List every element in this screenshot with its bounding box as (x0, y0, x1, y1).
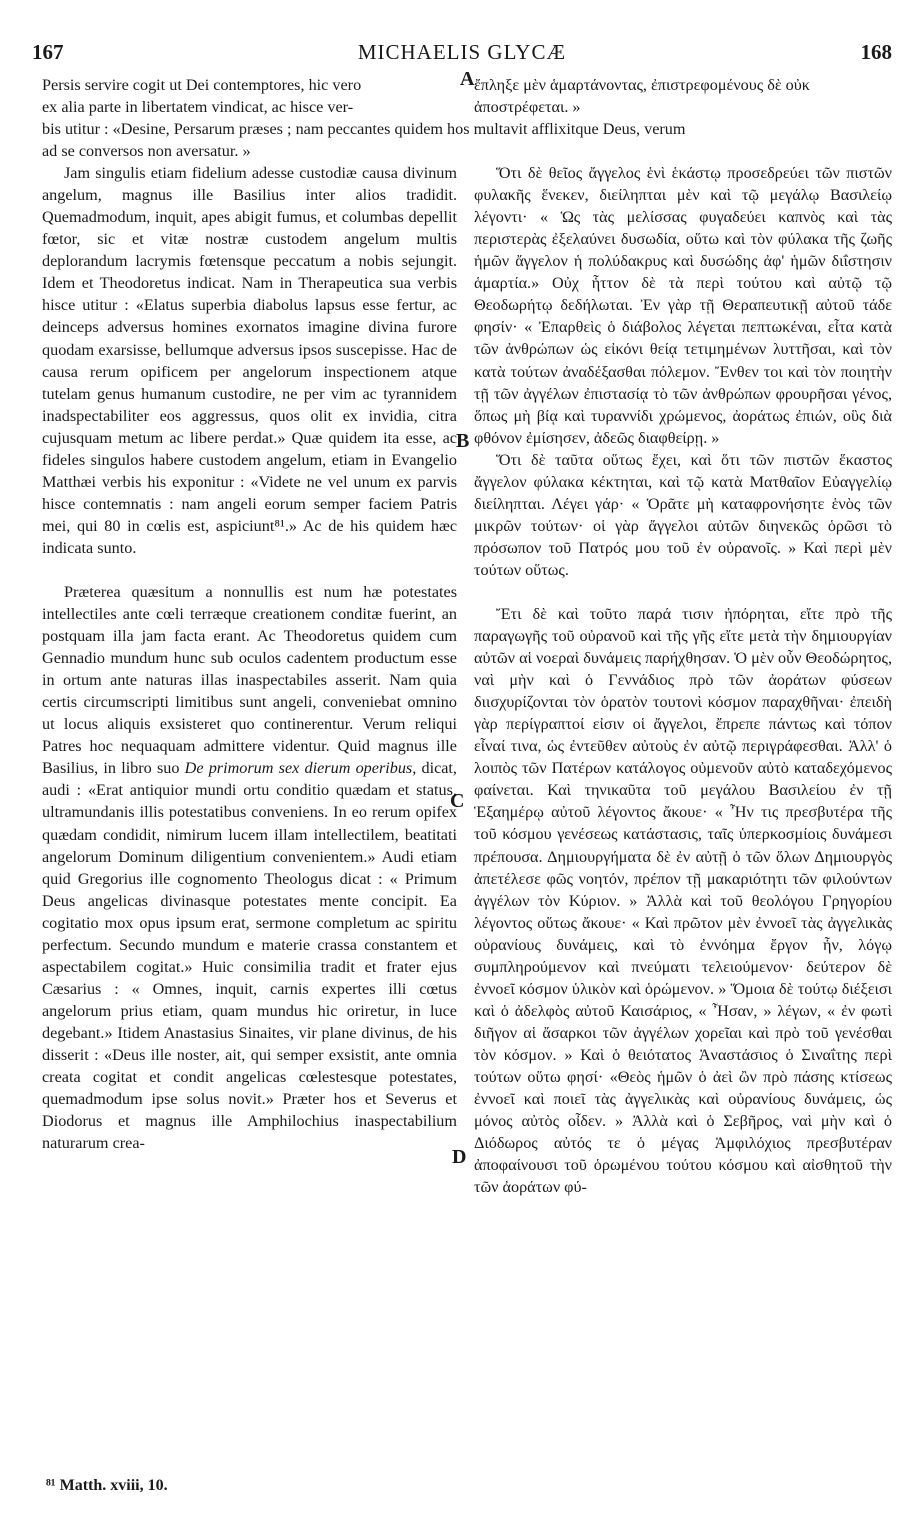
latin-line: ex alia parte in libertatem vindicat, ac hisce ver- (42, 98, 354, 117)
book-title-italic: De primorum sex dierum operibus, (184, 759, 417, 778)
greek-line: ἀποστρέφεται. » (474, 98, 581, 117)
latin-paragraph-end: ad se conversos non aversatur. » (42, 142, 251, 161)
left-page-number: 167 (32, 40, 64, 64)
greek-paragraph: Ὅτι δὲ θεῖος ἄγγελος ἑνὶ ἑκάστῳ προσεδρεύει τῶν πιστῶν φυλακῆς ἕνεκεν, διείληπται μὲν καὶ τῷ μεγάλῳ Βασιλείῳ λέγοντι· « Ὡς τὰς μελίσσας φυγαδεύει καπνὸς καὶ τὰς περιστερὰς ἐξελαύνει δυσωδία, οὕτω καὶ τὸν φύλακα τῆς ζωῆς ἡμῶν ἄγγελον ἡ πολύδακρυς καὶ δυσώδης ἀφ' ἡμῶν διΐστησιν ἁμαρτία.» Οὐχ ἧττον δὲ τὰ περὶ τούτου καὶ αὐτῷ τῷ Θεοδωρήτῳ δεδήλωται. Ἐν γὰρ τῇ Θεραπευτικῇ αὐτοῦ τάδε φησίν· « Ἐπαρθεὶς ὁ διάβολος λέγεται πεπτωκέναι, εἶτα κατὰ τῶν ἀνθρώπων ὡς εἰκόνι θείᾳ τετιμημένων λυττῆσαι, καὶ τὸν κατὰ τούτων ἀναδέξασθαι πόλεμον. Ἔνθεν τοι καὶ τὸν ποιητὴν τῇ τῶν ἀγγέλων ἐπιστασίᾳ τὸ τῶν ἀνθρώπων φρουρῆσαι γένος, ὅπως μὴ βίᾳ καὶ τυραννίδι χρώμενος, ἀοράτως ἐπιών, οὓς διὰ φθόνον ἐμίσησεν, ἀδεῶς διαφθείρῃ. » (474, 164, 892, 447)
spanning-line: bis utitur : «Desine, Persarum præses ; nam peccantes quidem hos multavit afflixitque Deus, verum (42, 120, 686, 138)
latin-paragraph: Jam singulis etiam fidelium adesse custodiæ causa divinum angelum, magnus ille Basilius inter alios tradidit. Quemadmodum, inquit, apes abigit fumus, et columbas depellit fœtor, sic et vitæ nostræ custodem angelum multis deplorandum lacrymis fœtensque peccatum a nobis sejungit. Idem et Theodoretus indicat. Nam in Therapeutica sua verbis hisce utitur : «Elatus superbia diabolus lapsus esse fertur, ac deinceps adversus homines exornatos imagine divina furore quodam exarsisse, bellumque adversus ipsos suscepisse. Hac de causa rerum opificem per angelorum inspectionem atque tutelam genus humanum custodire, ne per vim ac tyrannidem inadspectabiliter eos aggressus, quos olit ex invidia, citra cujusquam metum ac libere perdat.» Quæ quidem ita esse, ac fideles singulos habere custodem angelum, etiam in Evangelio Matthæi verbis his exponitur : «Videte ne vel unum ex parvis hisce contemnatis : nam angeli eorum semper faciem Patris mei, qui 80 in cœlis est, aspiciunt⁸¹.» Ac de his quidem hæc indicata sunto. (42, 164, 457, 557)
latin-column (42, 74, 457, 1154)
greek-line: ἔπληξε μὲν ἁμαρτάνοντας, ἐπιστρεφομένους δὲ οὐκ (474, 76, 810, 94)
margin-letter-c: C (450, 790, 465, 812)
greek-paragraph: Ἔτι δὲ καὶ τοῦτο παρά τισιν ἠπόρηται, εἴτε πρὸ τῆς παραγωγῆς τοῦ οὐρανοῦ καὶ τῆς γῆς εἴτε μετὰ τὴν δημιουργίαν αὐτῶν αἱ νοεραὶ δυνάμεις παρήχθησαν. Ὁ μὲν οὖν Θεοδώρητος, ναὶ μὴν καὶ ὁ Γεννάδιος πρὸ τῶν ἀοράτων φύσεων διισχυρίζονται τὸν ὁρατὸν τουτονὶ κόσμον παραχθῆναι· ἐπειδὴ γὰρ περίγραπτοί εἰσιν οἱ ἄγγελοι, ἔπρεπε πάντως καὶ τόπον εἶναί τινα, ὡς ἐντεῦθεν αὐτοὺς ἐν αὐτῷ περιγράφεσθαι. Ἀλλ' ὁ λοιπὸς τῶν Πατέρων κατάλογος οὐμενοῦν αὐτὸ καταδεχόμενος φαίνεται. Καὶ τηνικαῦτα τοῦ μεγάλου Βασιλείου ἐν τῇ Ἑξαημέρῳ αὐτοῦ λέγοντος ἄκουε· « Ἦν τις πρεσβυτέρα τῆς τοῦ κόσμου γενέσεως κατάστασις, ταῖς ὑπερκοσμίοις δυνάμεσι πρέπουσα. Δημιουργήματα δὲ ἐν αὐτῇ ὁ τῶν ὅλων Δημιουργὸς ἀπετέλεσε φῶς νοητόν, πρέπον τῇ μακαριότητι τῶν φιλούντων ἀγγέλων τὸν Κύριον. » Ἀλλὰ καὶ τοῦ θεολόγου Γρηγορίου λέγοντος οὕτως ἄκουε· « Καὶ πρῶτον μὲν ἐννοεῖ τὰς ἀγγελικὰς οὐρανίους δυνάμεις, καὶ τὸ ἐννόημα ἔργον ἦν, λόγῳ συμπληρούμενον καὶ πνεύματι τελειούμενον· δεύτερον δὲ ἐννοεῖ κόσμον ὑλικὸν καὶ ὁρώμενον. » Ὅμοια δὲ τούτῳ διέξεισι καὶ ὁ ἀδελφὸς αὐτοῦ Καισάριος, « Ἦσαν, » λέγων, « ἐν φωτὶ διῆγον αἱ ἄσαρκοι τῶν ἀγγέλων χορεῖαι καὶ πρὸ τοῦ γενέσθαι τὸν κόσμον. » Καὶ ὁ θειότατος Ἀναστάσιος ὁ Σιναΐτης περὶ τούτων οὕτω φησί· «Θεὸς ἡμῶν ὁ ἀεὶ ὢν πρὸ πάσης κτίσεως ἐννοεῖ καὶ ποιεῖ τὰς ἀγγελικὰς καὶ οὐρανίους δυνάμεις, ὡς μόνος αὐτὸς οἶδεν. » Ἀλλὰ καὶ ὁ Σεβῆρος, ναὶ μὴν καὶ ὁ Διόδωρος αὐτός τε ὁ μέγας Ἀμφιλόχιος πρεσβυτέραν ἀποφαίνουσι τοῦ ὁρωμένου τούτου κόσμου καὶ αἰσθητοῦ τὴν τῶν ἀοράτων φύ- (474, 604, 892, 1197)
running-header (32, 40, 892, 66)
margin-letter-b: B (456, 430, 470, 452)
footnote: ⁸¹ Matth. xviii, 10. (46, 1477, 168, 1494)
latin-line: Persis servire cogit ut Dei contemptores, hic vero (42, 76, 362, 94)
greek-column (474, 74, 892, 1198)
running-title: MICHAELIS GLYCÆ (357, 40, 567, 64)
margin-letter-d: D (452, 1146, 467, 1168)
latin-paragraph: Præterea quæsitum a nonnullis est num hæ potestates intellectiles ante cœli terræque creationem conditæ fuerint, an postquam illa jam facta erant. Ac Theodoretus quidem cum Gennadio mundum hunc sub oculos cadentem productum esse in ortum ante naturas illas inaspectabiles asserit. Nam quia certis circumscripti limitibus sunt angeli, conveniebat omnino ut locus aliquis exsisteret quo continerentur. Verum reliqui Patres hoc nequaquam admittere videntur. Quid magnus ille Basilius, in libro suo De primorum sex dierum operibus, dicat, audi : «Erat antiquior mundi ortu conditio quædam et status, ultramundanis illis potestatibus conveniens. In eo rerum opifex quædam condidit, nimirum lucem illam intellectilem, beatitati angelorum Dominum diligentium convenientem.» Audi etiam quid Gregorius ille cognomento Theologus dicat : « Primum Deus angelicas divinasque potestates mente concipit. Ea cogitatio mox opus ipsum erat, sermone completum ac spiritu perfectum. Secundo mundum e materie crassa constantem et aspectabilem cogitat.» Huic consimilia tradit et frater ejus Cæsarius : « Omnes, inquit, carnis expertes illi cœtus angelorum prius etiam, quam mundus hic oriretur, in luce degebant.» Itidem Anastasius Sinaites, vir plane divinus, de his disserit : «Deus ille noster, ait, qui semper exsistit, ante omnia creata cogitat et condit angelicas cœlestesque potestates, quemadmodum ipse solus novit.» Præter hos et Severus et Diodorus et magnus ille Amphilochius inaspectabilium naturarum crea- (42, 582, 457, 1153)
greek-paragraph: Ὅτι δὲ ταῦτα οὕτως ἔχει, καὶ ὅτι τῶν πιστῶν ἕκαστος ἄγγελον φύλακα κέκτηται, καὶ τῷ κατὰ Ματθαῖον Εὐαγγελίῳ διείληπται. Λέγει γάρ· « Ὁρᾶτε μὴ καταφρονήσητε ἑνὸς τῶν μικρῶν τούτων· οἱ γὰρ ἄγγελοι αὐτῶν διηνεκῶς ὁρῶσι τὸ πρόσωπον τοῦ Πατρός μου τοῦ ἐν οὐρανοῖς. » Καὶ περὶ μὲν τούτων οὕτως. (474, 450, 892, 579)
margin-letter-a: A (460, 68, 475, 90)
right-page-number: 168 (860, 40, 892, 64)
